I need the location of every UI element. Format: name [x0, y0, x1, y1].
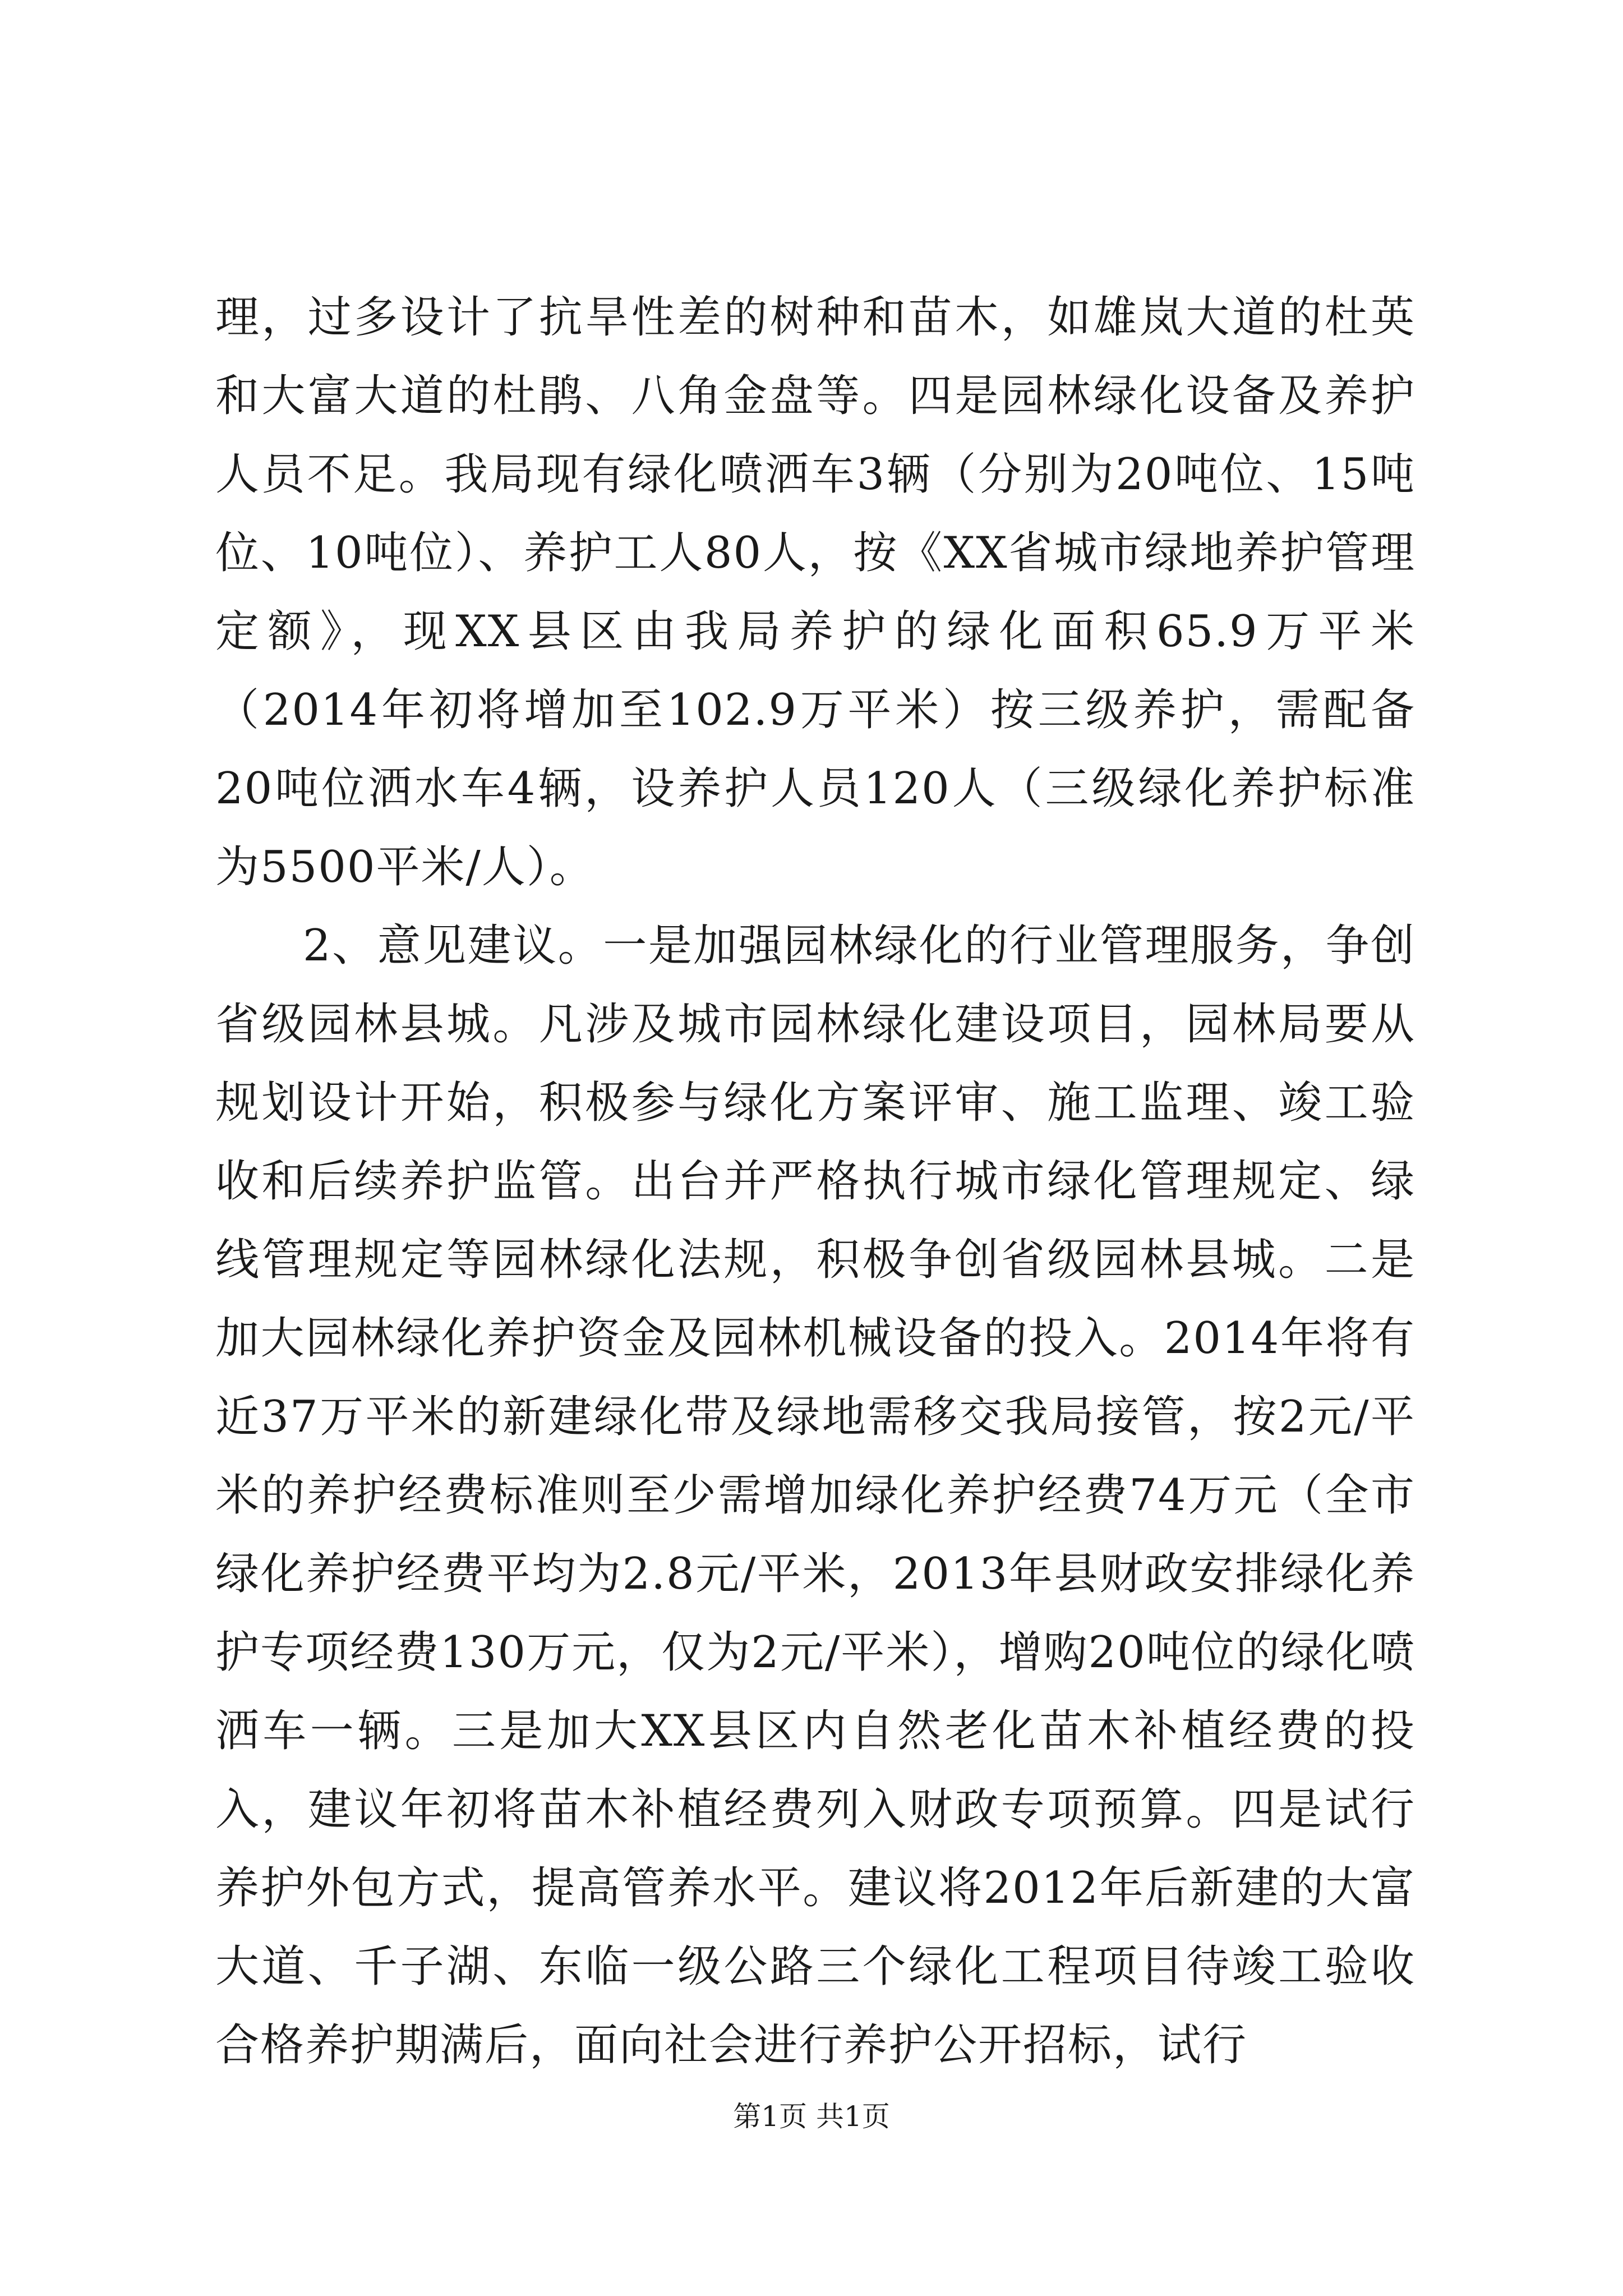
paragraph-suggestions: 2、意见建议。一是加强园林绿化的行业管理服务，争创省级园林县城。凡涉及城市园林绿化建设项目，园林局要从规划设计开始，积极参与绿化方案评审、施工监理、竣工验收和后续养护监管。出台并严格执行城市绿化管理规定、绿线管理规定等园林绿化法规，积极争创省级园林县城。二是加大园林绿化养护资金及园林机械设备的投入。2014年将有近37万平米的新建绿化带及绿地需移交我局接管，按2元/平米的养护经费标准则至少需增加绿化养护经费74万元（全市绿化养护经费平均为2.8元/平米，2013年县财政安排绿化养护专项经费130万元，仅为2元/平米），增购20吨位的绿化喷洒车一辆。三是加大XX县区内自然老化苗木补植经费的投入，建议年初将苗木补植经费列入财政专项预算。四是试行养护外包方式，提高管养水平。建议将2012年后新建的大富大道、千子湖、东临一级公路三个绿化工程项目待竣工验收合格养护期满后，面向社会进行养护公开招标，试行: [215, 921, 1415, 2070]
document-body: [215, 278, 1415, 2085]
page-footer: 第1页 共1页: [733, 2100, 890, 2133]
paragraph-continued: 理，过多设计了抗旱性差的树种和苗木，如雄岚大道的杜英和大富大道的杜鹃、八角金盘等。四是园林绿化设备及养护人员不足。我局现有绿化喷洒车3辆（分别为20吨位、15吨位、10吨位）、养护工人80人，按《XX省城市绿地养护管理定额》，现XX县区由我局养护的绿化面积65.9万平米（2014年初将增加至102.9万平米）按三级养护，需配备20吨位洒水车4辆，设养护人员120人（三级绿化养护标准为5500平米/人）。: [215, 292, 1415, 892]
